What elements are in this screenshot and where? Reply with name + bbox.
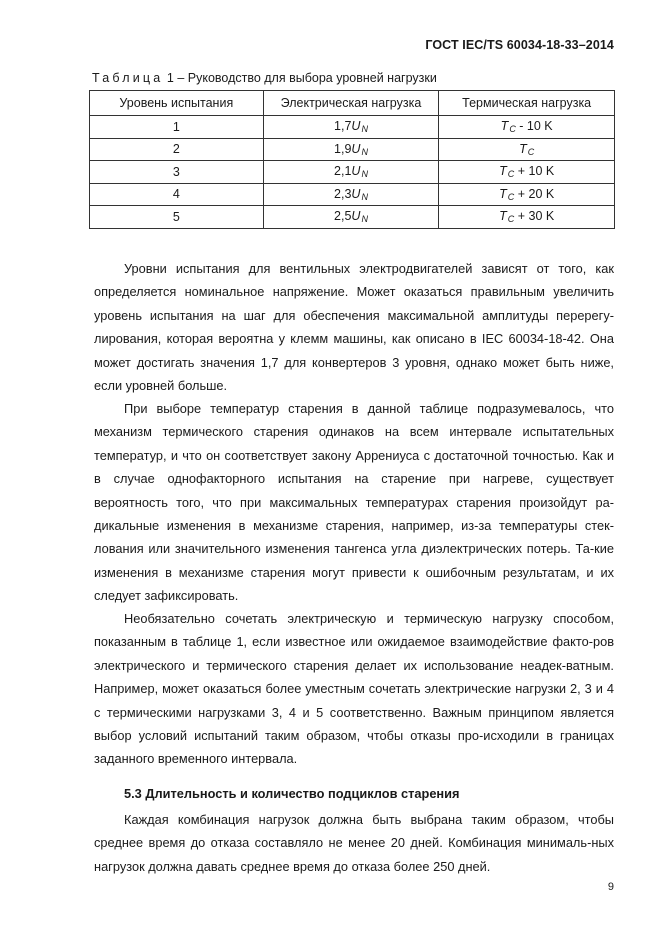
temperature-subscript: C bbox=[507, 191, 515, 202]
paragraph-duration: Каждая комбинация нагрузок должна быть выбрана таким образом, чтобы среднее время до отказа составляло не менее 20 дней. Комбинация минималь-ных нагрузок должна давать среднее время до отказа более 250 дней. bbox=[94, 812, 614, 874]
table-row bbox=[90, 116, 615, 139]
temperature-symbol: T bbox=[499, 209, 507, 224]
thermal-offset: + 10 K bbox=[514, 164, 555, 179]
voltage-symbol: U bbox=[351, 209, 361, 224]
cell-electrical-load bbox=[263, 161, 439, 184]
cell-test-level: 1 bbox=[90, 116, 264, 139]
thermal-offset: + 20 K bbox=[514, 186, 555, 201]
electrical-value: 1,7 bbox=[334, 119, 352, 134]
temperature-subscript: C bbox=[507, 214, 515, 225]
cell-electrical-load bbox=[263, 183, 439, 206]
section-heading: 5.3 Длительность и количество подциклов старения bbox=[124, 786, 460, 801]
voltage-symbol: U bbox=[351, 119, 361, 134]
paragraph-aging-temperatures: При выборе температур старения в данной таблице подразумевалось, что механизм термического старения одинаков на всем интервале испытательных температур, и что он соответствует закону Аррениуса с достаточной точностью. Как и в случае однофакторного испытания на старение при нагреве, существует вероятность того, что при максимальных температурах старения произойдут ра-дикальные изменения в механизме старения, например, из-за температуры стек-лования или значительного изменения тангенса угла диэлектрических потерь. Та-кие изменения в механизме старения могут привести к ошибочным результатам, и их следует зафиксировать. bbox=[94, 401, 614, 604]
cell-thermal-load bbox=[439, 116, 615, 139]
electrical-value: 2,5 bbox=[334, 209, 352, 224]
cell-test-level: 5 bbox=[90, 206, 264, 229]
voltage-subscript: N bbox=[361, 191, 368, 202]
cell-test-level: 3 bbox=[90, 161, 264, 184]
table-row bbox=[90, 183, 615, 206]
voltage-subscript: N bbox=[361, 124, 368, 135]
temperature-symbol: T bbox=[499, 186, 507, 201]
temperature-symbol: T bbox=[499, 164, 507, 179]
cell-test-level: 4 bbox=[90, 183, 264, 206]
cell-thermal-load bbox=[439, 206, 615, 229]
temperature-symbol: T bbox=[500, 119, 509, 134]
page-number: 9 bbox=[607, 881, 614, 893]
electrical-value: 2,1 bbox=[334, 164, 352, 179]
temperature-subscript: C bbox=[527, 146, 535, 157]
header-test-level: Уровень испытания bbox=[90, 91, 264, 116]
cell-electrical-load bbox=[263, 138, 439, 161]
voltage-subscript: N bbox=[361, 214, 368, 225]
voltage-subscript: N bbox=[361, 169, 368, 180]
table-row bbox=[90, 138, 615, 161]
paragraph-test-levels: Уровни испытания для вентильных электродвигателей зависят от того, как определяется номинальное напряжение. Может оказаться правильным увеличить уровень испытания на шаг для обеспечения максимальной амплитуды перерегу-лирования, которая вероятна у клемм машины, как описано в IEC 60034-18-42. Она может достигать значения 1,7 для конвертеров 3 уровня, однако может быть ниже, если уровней больше. bbox=[94, 261, 614, 394]
table-row bbox=[90, 161, 615, 184]
voltage-subscript: N bbox=[361, 146, 368, 157]
voltage-symbol: U bbox=[351, 141, 361, 156]
cell-electrical-load bbox=[263, 206, 439, 229]
cell-thermal-load bbox=[439, 138, 615, 161]
thermal-offset: - 10 K bbox=[515, 119, 553, 134]
table-caption bbox=[92, 71, 437, 85]
table-caption-prefix: Таблица bbox=[92, 71, 164, 85]
cell-test-level: 2 bbox=[90, 138, 264, 161]
temperature-symbol: T bbox=[519, 141, 527, 156]
temperature-subscript: C bbox=[509, 124, 516, 135]
header-electrical-load: Электрическая нагрузка bbox=[263, 91, 439, 116]
temperature-subscript: C bbox=[507, 169, 515, 180]
electrical-value: 2,3 bbox=[334, 186, 352, 201]
table-caption-text: 1 – Руководство для выбора уровней нагрузки bbox=[163, 71, 437, 85]
cell-electrical-load bbox=[263, 116, 439, 139]
paragraph-load-combination: Необязательно сочетать электрическую и термическую нагрузку способом, показанным в таблице 1, если известное или ожидаемое взаимодействие факто-ров электрического и термического старения делает их использование неадек-ватным. Например, может оказаться более уместным сочетать электрические нагрузки 2, 3 и 4 с термическими нагрузками 3, 4 и 5 соответственно. Важным принципом является выбор условий испытаний таким образом, чтобы отказы про-исходили в границах заданного временного интервала. bbox=[94, 611, 614, 767]
voltage-symbol: U bbox=[351, 186, 361, 201]
header-thermal-load: Термическая нагрузка bbox=[439, 91, 615, 116]
table-row bbox=[90, 206, 615, 229]
cell-thermal-load bbox=[439, 161, 615, 184]
document-code: ГОСТ IEC/TS 60034-18-33–2014 bbox=[425, 38, 614, 52]
cell-thermal-load bbox=[439, 183, 615, 206]
electrical-value: 1,9 bbox=[334, 141, 352, 156]
thermal-offset: + 30 K bbox=[514, 209, 555, 224]
voltage-symbol: U bbox=[351, 164, 361, 179]
load-levels-table bbox=[89, 90, 615, 229]
table-header-row bbox=[90, 91, 615, 116]
